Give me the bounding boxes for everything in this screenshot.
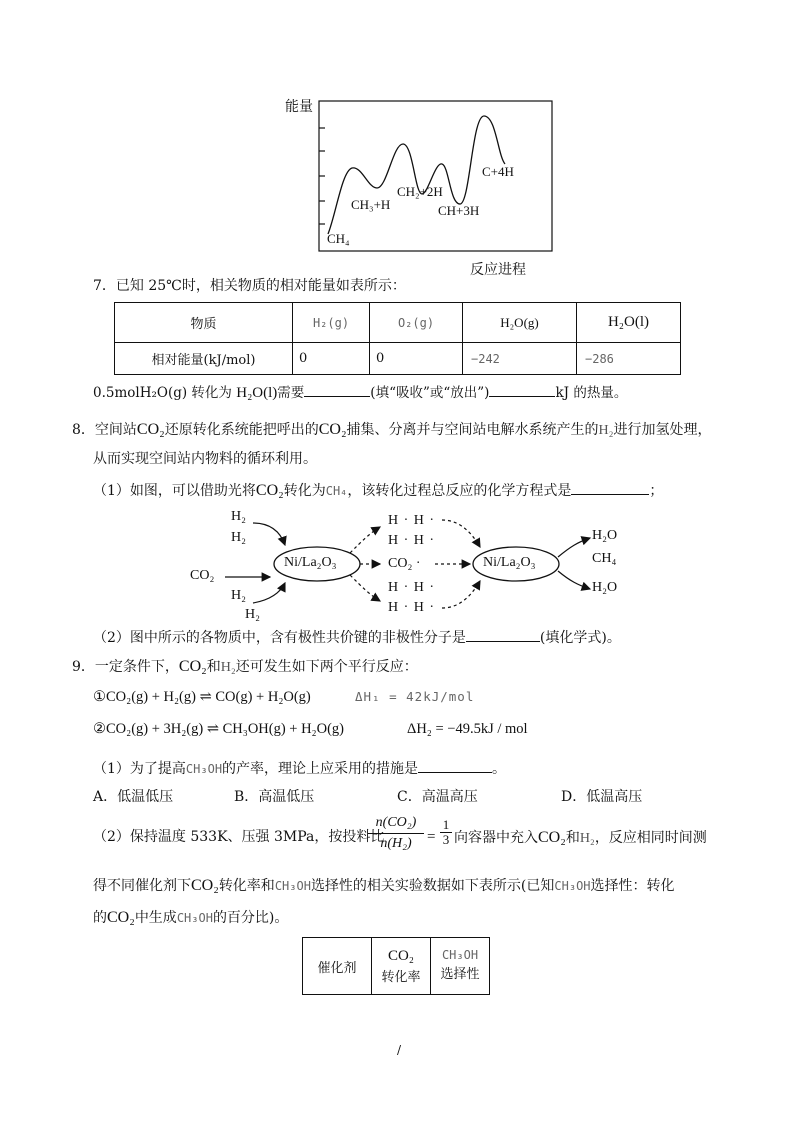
energy-axis-label: 能量 bbox=[285, 99, 313, 115]
adsorbed-species: H · H · bbox=[388, 513, 436, 528]
h2-formula: H₂ bbox=[598, 423, 614, 438]
fraction-denominator: n(H₂) bbox=[380, 836, 412, 851]
q9-text: 转化率和 bbox=[218, 878, 275, 894]
ratio-value bbox=[440, 818, 452, 848]
fraction-equals: = bbox=[427, 829, 436, 845]
q9-part1 bbox=[93, 760, 506, 776]
q7-text: 0.5molH₂O(g) 转化为 bbox=[93, 385, 232, 401]
q7-energy-table bbox=[114, 302, 681, 375]
q9-text: 9．一定条件下， bbox=[72, 659, 179, 675]
option-c[interactable]: C．高温高压 bbox=[397, 789, 478, 805]
q8-text: (填化学式)。 bbox=[539, 630, 621, 646]
q9-text: 还可发生如下两个平行反应： bbox=[235, 659, 418, 675]
q9-text: ，反应相同时间测 bbox=[594, 830, 707, 846]
q8-part2 bbox=[93, 629, 621, 645]
table-header-cell: H₂O(g) bbox=[463, 303, 577, 343]
page-number: / bbox=[397, 1043, 402, 1057]
q9-text: 和 bbox=[206, 659, 221, 675]
option-d[interactable]: D．低温高压 bbox=[561, 789, 643, 805]
q8-text: ，该转化过程总反应的化学方程式是 bbox=[347, 483, 572, 499]
q9-text: 向容器中充入 bbox=[454, 830, 538, 846]
q8-text: （1）如图，可以借助光将 bbox=[93, 483, 256, 499]
option-a[interactable]: A．低温低压 bbox=[93, 789, 174, 805]
q9-part2-line1b bbox=[454, 830, 707, 846]
reaction-2: ②CO₂(g) + 3H₂(g) ⇌ CH₃OH(g) + H₂O(g) bbox=[93, 721, 344, 737]
co2-formula: CO₂ bbox=[255, 482, 284, 499]
species-label: CH₂+2H bbox=[397, 184, 443, 199]
co2-formula: CO₂ bbox=[191, 877, 219, 894]
option-b[interactable]: B．高温低压 bbox=[234, 789, 315, 805]
reaction-1: ①CO₂(g) + H₂(g) ⇌ CO(g) + H₂O(g) bbox=[93, 689, 311, 705]
co2-formula: CO₂ bbox=[136, 421, 165, 438]
q9-text: 的百分比)。 bbox=[212, 910, 289, 926]
q7-text: 需要 bbox=[277, 385, 305, 401]
q8-text: 还原转化系统能把呼出的 bbox=[164, 422, 319, 438]
ch3oh-formula: CH₃OH bbox=[441, 948, 479, 962]
co2-formula: CO₂ bbox=[178, 658, 207, 675]
answer-blank[interactable] bbox=[466, 629, 540, 642]
answer-blank[interactable] bbox=[418, 760, 492, 773]
q8-text: 捕集、分离并与空间站电解水系统产生的 bbox=[346, 422, 599, 438]
q9-text: 的 bbox=[93, 910, 107, 926]
species-label: CH+3H bbox=[438, 203, 480, 218]
q7-text: kJ 的热量。 bbox=[555, 385, 628, 401]
q9-text: 和 bbox=[565, 830, 580, 846]
q7-stem: 7．已知 25℃时，相关物质的相对能量如表所示： bbox=[93, 278, 406, 294]
reaction-1-enthalpy: ΔH₁ = 42kJ/mol bbox=[355, 689, 475, 704]
table-header-cell bbox=[372, 938, 431, 995]
q9-text: 。 bbox=[492, 761, 507, 777]
diagram-output: H₂O bbox=[592, 580, 618, 595]
header-text: 选择性 bbox=[440, 967, 480, 983]
ch3oh-formula: CH₃OH bbox=[554, 879, 591, 893]
answer-blank[interactable] bbox=[489, 384, 555, 397]
table-cell: 0 bbox=[370, 343, 463, 375]
co2-formula: CO₂ bbox=[107, 909, 135, 926]
species-label: CH₄ bbox=[327, 231, 350, 246]
q8-stem-line2: 从而实现空间站内物料的循环利用。 bbox=[93, 451, 317, 467]
table-header-cell: 催化剂 bbox=[303, 938, 372, 995]
diagram-input: H₂ bbox=[245, 607, 260, 622]
q7-text: (填“吸收”或“放出”) bbox=[370, 385, 490, 401]
q8-text: 进行加氢处理， bbox=[613, 422, 712, 438]
table-cell: −286 bbox=[577, 343, 681, 375]
catalyst-label: Ni/La₂O₃ bbox=[483, 555, 536, 570]
q9-text: （2）保持温度 533K、压强 3MPa，按投料比 bbox=[93, 829, 385, 845]
diagram-input: H₂ bbox=[231, 509, 246, 524]
table-header-cell: 物质 bbox=[115, 303, 293, 343]
h2-formula: H₂ bbox=[220, 660, 236, 675]
diagram-input: H₂ bbox=[231, 588, 246, 603]
ratio-value-denominator: 3 bbox=[442, 832, 450, 848]
table-header-cell bbox=[431, 938, 490, 995]
q8-text: ； bbox=[649, 483, 664, 499]
ch3oh-formula: CH₃OH bbox=[176, 911, 213, 925]
answer-blank[interactable] bbox=[304, 384, 370, 397]
catalyst-table bbox=[302, 937, 490, 995]
q8-part1 bbox=[93, 482, 663, 499]
ratio-value-numerator: 1 bbox=[440, 818, 452, 833]
diagram-output: CH₄ bbox=[592, 551, 617, 566]
q9-part2-line1 bbox=[93, 830, 384, 844]
q9-text: 的产率，理论上应采用的措施是 bbox=[222, 761, 419, 777]
table-cell: −242 bbox=[463, 343, 577, 375]
q9-text: 得不同催化剂下 bbox=[93, 878, 191, 894]
catalyst-label: Ni/La₂O₃ bbox=[284, 555, 337, 570]
species-label: CH₃+H bbox=[351, 197, 391, 212]
q9-text: （1）为了提高 bbox=[93, 761, 186, 777]
adsorbed-species: H · H · bbox=[388, 580, 436, 595]
q9-text: 选择性：转化 bbox=[590, 878, 675, 894]
table-header-cell: H₂O(l) bbox=[577, 303, 681, 343]
table-row-label: 相对能量(kJ/mol) bbox=[115, 343, 293, 375]
q7-answer-line bbox=[93, 384, 627, 401]
ch3oh-formula: CH₃OH bbox=[185, 762, 223, 776]
q8-stem-line1 bbox=[72, 422, 712, 438]
q9-part2-line2 bbox=[93, 878, 675, 894]
q9-stem bbox=[72, 659, 418, 675]
co2-formula: CO₂ bbox=[538, 829, 566, 846]
ch4-formula: CH₄ bbox=[325, 484, 348, 498]
ratio-fraction bbox=[368, 815, 424, 852]
header-text: 转化率 bbox=[381, 969, 421, 985]
q7-formula: H₂O(l) bbox=[236, 385, 278, 401]
q9-part2-line3 bbox=[93, 910, 288, 926]
fraction-numerator: n(CO₂) bbox=[368, 815, 424, 834]
co2-formula: CO₂ bbox=[387, 947, 415, 964]
diagram-output: H₂O bbox=[592, 528, 618, 543]
adsorbed-species: H · H · bbox=[388, 600, 436, 615]
q8-text: （2）图中所示的各物质中，含有极性共价键的非极性分子是 bbox=[93, 630, 466, 646]
ch3oh-formula: CH₃OH bbox=[274, 879, 311, 893]
diagram-input: H₂ bbox=[231, 530, 246, 545]
q9-text: 中生成 bbox=[134, 910, 177, 926]
co2-formula: CO₂ bbox=[318, 421, 347, 438]
reaction-2-enthalpy: ΔH₂ = −49.5kJ / mol bbox=[407, 721, 528, 737]
adsorbed-species: H · H · bbox=[388, 533, 436, 548]
q8-text: 8．空间站 bbox=[72, 422, 137, 438]
q9-text: 选择性的相关实验数据如下表所示(已知 bbox=[310, 878, 555, 894]
q8-text: 转化为 bbox=[283, 483, 326, 499]
table-header-cell: H₂(g) bbox=[293, 303, 370, 343]
reaction-progress-label: 反应进程 bbox=[470, 262, 526, 278]
table-cell: 0 bbox=[293, 343, 370, 375]
diagram-input: CO₂ bbox=[190, 568, 215, 583]
h2-formula: H₂ bbox=[579, 831, 595, 846]
answer-blank[interactable] bbox=[571, 482, 649, 495]
species-label: C+4H bbox=[482, 164, 514, 179]
table-header-cell: O₂(g) bbox=[370, 303, 463, 343]
adsorbed-species: CO₂ · bbox=[388, 556, 421, 571]
